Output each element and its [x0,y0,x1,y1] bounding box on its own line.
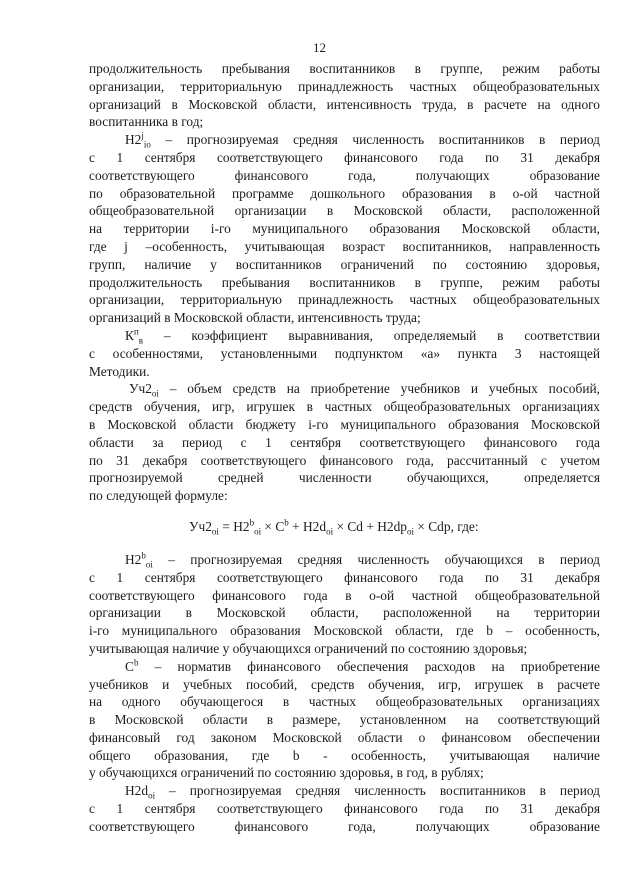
formula-term: Н2 [233,518,250,534]
text-line: соответствующего финансового года, получающих образование [89,818,600,834]
formula-sub: oi [211,526,219,537]
text-line: на территории i-го муниципального образования Московской области, [89,221,600,237]
text-line: общего образования, где b - особенность, учитывающая наличие [89,747,600,763]
symbol-sub: io [143,139,151,150]
definition-c-b [89,658,600,676]
symbol-sup: b [133,657,139,668]
definition-text: – объем средств на приобретение учебников и учебных пособий, [158,381,600,397]
text-line: организации в Московской области, расположенной на территории [89,605,600,621]
text-line: i-го муниципального образования Московской области, где b – особенность, [89,623,600,639]
symbol-sub: oi [148,790,156,801]
definition-uch2-oi [89,380,600,398]
text-line: по образовательной программе дошкольного образования в о-ой частной [89,185,600,201]
text-line: групп, наличие у воспитанников ограничений по состоянию здоровья, [89,256,600,272]
formula-lhs: Уч2 [189,518,212,534]
symbol-uch2: Уч2 [129,381,152,397]
formula-term: × Cdp, где: [414,518,479,534]
symbol-sup: j [141,130,144,141]
text-line: воспитанника в год; [89,114,204,130]
text-line: у обучающихся ограничений по состоянию здоровья, в год, в рублях; [89,765,484,781]
definition-text: – прогнозируемая средняя численность воспитанников в период [155,783,600,799]
symbol-k: К [125,327,134,343]
formula-term: + Н2d [288,518,327,534]
text-line: с особенностями, установленными подпунктом «а» пункта 3 настоящей [89,345,600,361]
text-line: на одного обучающегося в частных общеобразовательных организациях [89,694,600,710]
definition-text: – прогнозируемая средняя численность обучающихся в период [152,551,600,567]
symbol-sub: oi [145,559,153,570]
text-line: соответствующего финансового года в о-ой частной общеобразовательной [89,587,600,603]
symbol-sub: в [138,335,144,346]
text-line: организаций в Московской области, интенсивность труда; [89,310,421,326]
text-line: продолжительность пребывания воспитанников в группе, режим работы [89,274,600,290]
text-line: по 31 декабря соответствующего финансового года, рассчитанный с учетом [89,452,600,468]
text-line: учебников и учебных пособий, средств обучения, игр, игрушек в расчете [89,676,600,692]
text-line: организации, территориальную принадлежность частных общеобразовательных [89,292,600,308]
definition-text: – коэффициент выравнивания, определяемый в соответствии [143,327,600,343]
symbol-h2: Н2 [125,551,142,567]
text-line: учитывающая наличие у обучающихся ограничений по состоянию здоровья; [89,640,528,656]
text-line: организации, территориальную принадлежность частных общеобразовательных [89,78,600,94]
definition-h2-io [89,131,600,149]
text-line: где j –особенность, учитывающая возраст воспитанников, направленность [89,238,600,254]
symbol-h2d: Н2d [125,783,149,799]
text-line: по следующей формуле: [89,488,228,504]
text-line: прогнозируемой средней численности обучающихся, определяется [89,470,600,486]
text-line: с 1 сентября соответствующего финансового года по 31 декабря [89,569,600,585]
formula-sub: oi [254,526,262,537]
text-line: общеобразовательной организации в Московской области, расположенной [89,203,600,219]
text-line: с 1 сентября соответствующего финансового года по 31 декабря [89,801,600,817]
text-line: соответствующего финансового года, получающих образование [89,167,600,183]
symbol-sub: oi [151,389,159,400]
symbol-sup: п [133,326,139,337]
definition-text: – прогнозируемая средняя численность воспитанников в период [150,132,600,148]
text-line: в Московской области в размере, установленном на соответствующий [89,712,600,728]
text-line: организаций в Московской области, интенсивность труда, в расчете на одного [89,96,600,112]
text-line: в Московской области бюджету i-го муниципального образования Московской [89,416,600,432]
formula-eq: = [218,518,234,534]
symbol-sup: b [141,550,146,561]
text-line: продолжительность пребывания воспитанников в группе, режим работы [89,61,600,76]
text-line: с 1 сентября соответствующего финансового года по 31 декабря [89,149,600,165]
formula-term: × С [261,518,285,534]
definition-k-vp [89,327,600,345]
formula-term: × Cd + Н2dp [333,518,407,534]
formula [89,505,600,551]
definition-h2-b-oi [89,551,600,569]
document-body [89,60,600,836]
text-line: Методики. [89,363,150,379]
formula-sub: oi [406,526,414,537]
text-line: средств обучения, игр, игрушек в частных общеобразовательных организациях [89,399,600,415]
formula-sup: b [284,517,289,528]
text-line: финансовый год законом Московской области о финансовом обеспечении [89,729,600,745]
definition-h2d-oi [89,782,600,800]
symbol-c: С [125,658,134,674]
symbol-h2: Н2 [125,132,142,148]
definition-text: – норматив финансового обеспечения расходов на приобретение [138,658,600,674]
formula-sub: oi [326,526,334,537]
text-line: области за период с 1 сентября соответствующего финансового года [89,434,600,450]
formula-sup: b [249,517,255,528]
page-number: 12 [313,40,326,55]
